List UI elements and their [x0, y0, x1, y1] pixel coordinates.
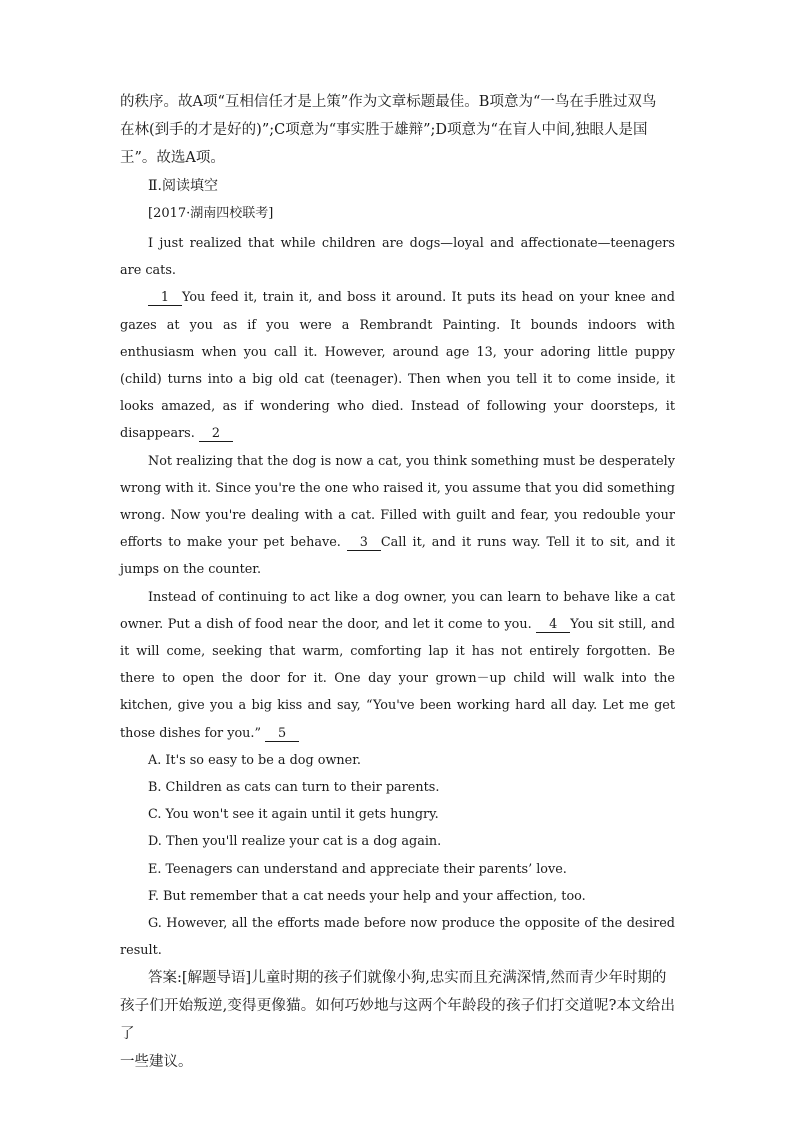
section-heading: Ⅱ.阅读填空 — [148, 178, 218, 194]
passage-paragraph-4-text-b: You sit still, and it will come, seeking that warm, comforting lap it has not entirely forgotten. Be there to open the door for it. One day your grown－up child will walk into the kitchen, give you a big kiss and say, “You've been working hard all day. Let me get those dishes for you.” — [120, 616, 675, 741]
passage-paragraph-4 — [120, 584, 675, 747]
option-f: F. But remember that a cat needs your help and your affection, too. — [148, 888, 586, 904]
option-g: G. However, all the efforts made before now produce the opposite of the desired result. — [120, 916, 675, 959]
passage-paragraph-3-text-b: Call it, and it runs way. Tell it to sit, and it jumps on the counter. — [120, 535, 675, 578]
blank-2: 2 — [199, 427, 233, 442]
blank-3: 3 — [347, 536, 381, 551]
option-e: E. Teenagers can understand and appreciate their parents’ love. — [148, 861, 567, 877]
answer-line-3: 一些建议。 — [120, 1054, 193, 1071]
passage-paragraph-1: I just realized that while children are dogs—loyal and affectionate—teenagers are cats. — [120, 236, 675, 279]
blank-5: 5 — [265, 727, 299, 742]
passage-paragraph-2-text: You feed it, train it, and boss it around. It puts its head on your knee and gazes at you as if you were a Rembrandt Painting. It bounds indoors with enthusiasm when you call it. However, around age 13, your adoring little puppy (child) turns into a big old cat (teenager). Then when you tell it to come inside, it looks amazed, as if wondering who died. Instead of following your doorsteps, it disappears. — [120, 290, 675, 442]
option-a: A. It's so easy to be a dog owner. — [148, 752, 361, 768]
option-d: D. Then you'll realize your cat is a dog again. — [148, 834, 442, 850]
passage-paragraph-3 — [120, 448, 675, 584]
answer-line-1: 答案:[解题导语]儿童时期的孩子们就像小狗,忠实而且充满深情,然而青少年时期的 — [148, 970, 667, 987]
options-list — [120, 747, 675, 965]
passage-paragraph-4-text-a: Instead of continuing to act like a dog owner, you can learn to behave like a cat owner. Put a dish of food near the door, and let it come to you. — [120, 589, 675, 632]
document-content — [120, 88, 675, 1076]
blank-1: 1 — [148, 291, 182, 306]
answer-line-2: 孩子们开始叛逆,变得更像猫。如何巧妙地与这两个年龄段的孩子们打交道呢?本文给出了 — [120, 998, 675, 1043]
intro-line-1: 的秩序。故A项“互相信任才是上策”作为文章标题最佳。B项意为“一鸟在手胜过双鸟 — [120, 94, 657, 110]
passage-paragraph-3-text-a: Not realizing that the dog is now a cat, you think something must be desperately wrong with it. Since you're the one who raised it, you assume that you did something wrong. Now you're dealing with a cat. Filled with guilt and fear, you redouble your efforts to make your pet behave. — [120, 453, 675, 551]
option-b: B. Children as cats can turn to their parents. — [148, 780, 440, 796]
intro-line-3: 王”。故选A项。 — [120, 150, 225, 166]
passage-paragraph-2 — [120, 284, 675, 447]
intro-line-2: 在林(到手的才是好的)”;C项意为“事实胜于雄辩”;D项意为“在盲人中间,独眼人是国 — [120, 122, 648, 138]
source-label: [2017·湖南四校联考] — [148, 206, 274, 221]
option-c: C. You won't see it again until it gets hungry. — [148, 807, 439, 823]
blank-4: 4 — [536, 618, 570, 633]
